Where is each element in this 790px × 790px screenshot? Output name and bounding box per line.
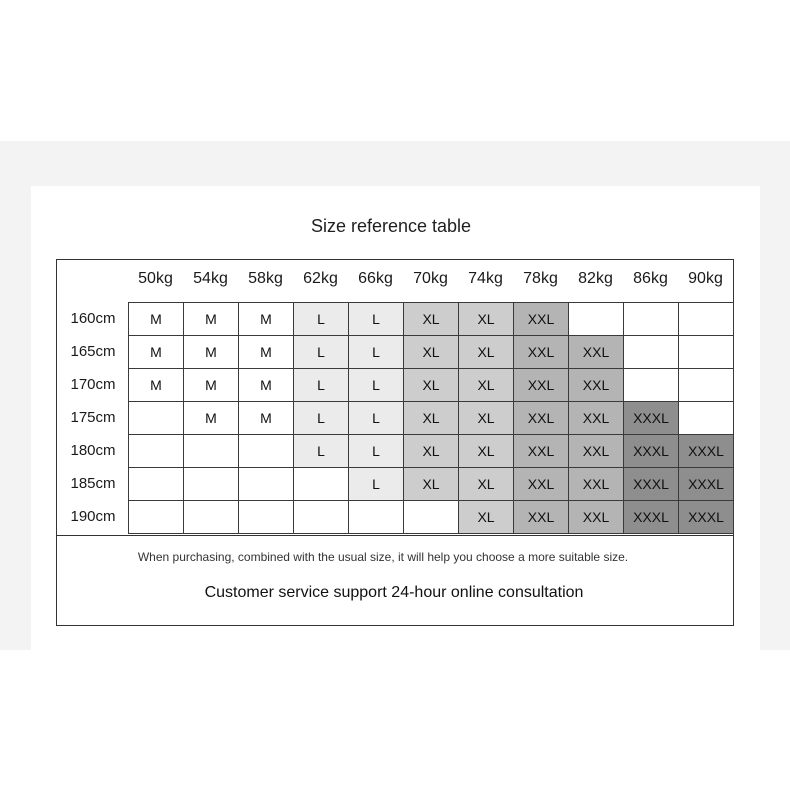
size-cell [183,434,239,468]
size-cell: XXXL [623,434,679,468]
size-cell: M [238,401,294,435]
size-cell [678,335,734,369]
size-cell: XXL [568,434,624,468]
size-cell: L [348,467,404,501]
size-cell [128,401,184,435]
size-cell: XXXL [623,467,679,501]
size-cell: XL [403,368,459,402]
size-cell: XL [403,302,459,336]
size-cell: XXL [513,335,569,369]
size-cell: XXXL [678,467,734,501]
notes-section [57,535,733,625]
size-cell: XXL [513,467,569,501]
size-cell: L [348,302,404,336]
weight-header: 90kg [688,270,723,287]
size-cell: M [238,335,294,369]
purchase-note: When purchasing, combined with the usual size, it will help you choose a more suitable size. [137,550,629,564]
size-cell: XXL [568,401,624,435]
size-cell [568,302,624,336]
support-note: Customer service support 24-hour online consultation [204,584,584,601]
size-cell [623,302,679,336]
size-cell [678,302,734,336]
size-cell: XL [403,467,459,501]
size-cell [238,500,294,534]
size-cell: XL [403,401,459,435]
size-cell: M [238,368,294,402]
size-cell: M [128,335,184,369]
size-cell: XXL [568,368,624,402]
size-cell: XL [458,335,514,369]
size-cell: M [183,302,239,336]
size-cell: M [128,368,184,402]
height-header: 190cm [70,508,116,525]
size-cell: M [238,302,294,336]
size-cell [183,467,239,501]
weight-header: 50kg [138,270,173,287]
size-cell [238,434,294,468]
size-cell: L [293,434,349,468]
size-cell: L [293,302,349,336]
size-cell: XL [403,335,459,369]
weight-header: 82kg [578,270,613,287]
size-cell [293,500,349,534]
size-cell: XL [458,302,514,336]
height-header: 160cm [70,310,116,327]
weight-header: 86kg [633,270,668,287]
size-cell: L [293,335,349,369]
size-cell: XXL [568,335,624,369]
size-cell: XXXL [678,434,734,468]
height-header: 170cm [70,376,116,393]
size-cell [348,500,404,534]
size-cell: L [348,368,404,402]
size-cell [678,401,734,435]
size-cell [623,368,679,402]
height-header: 180cm [70,442,116,459]
size-cell [293,467,349,501]
size-cell: L [348,335,404,369]
size-cell: XXL [568,500,624,534]
size-cell: XXL [513,401,569,435]
height-header: 175cm [70,409,116,426]
size-cell: XXXL [678,500,734,534]
size-cell: L [348,401,404,435]
size-cell: M [128,302,184,336]
size-cell: L [348,434,404,468]
size-cell: XXXL [623,401,679,435]
size-cell: XL [458,500,514,534]
weight-header: 58kg [248,270,283,287]
size-cell [128,500,184,534]
size-cell: XXL [513,434,569,468]
size-cell [128,467,184,501]
weight-header: 70kg [413,270,448,287]
size-cell: XXL [513,500,569,534]
size-cell [678,368,734,402]
size-cell [623,335,679,369]
weight-header: 62kg [303,270,338,287]
size-cell [238,467,294,501]
size-cell: L [293,401,349,435]
size-cell: XXL [568,467,624,501]
size-cell: XL [458,467,514,501]
size-cell: M [183,335,239,369]
height-header: 185cm [70,475,116,492]
size-cell: XL [403,434,459,468]
weight-header: 74kg [468,270,503,287]
height-header: 165cm [70,343,116,360]
weight-header: 78kg [523,270,558,287]
size-cell [183,500,239,534]
size-cell: L [293,368,349,402]
size-cell: XXXL [623,500,679,534]
size-cell [403,500,459,534]
table-title: Size reference table [310,216,472,236]
size-cell: XXL [513,302,569,336]
size-cell: XL [458,401,514,435]
size-cell [128,434,184,468]
size-cell: M [183,368,239,402]
weight-header: 54kg [193,270,228,287]
weight-header: 66kg [358,270,393,287]
size-cell: XL [458,368,514,402]
size-cell: XXL [513,368,569,402]
size-cell: XL [458,434,514,468]
size-cell: M [183,401,239,435]
